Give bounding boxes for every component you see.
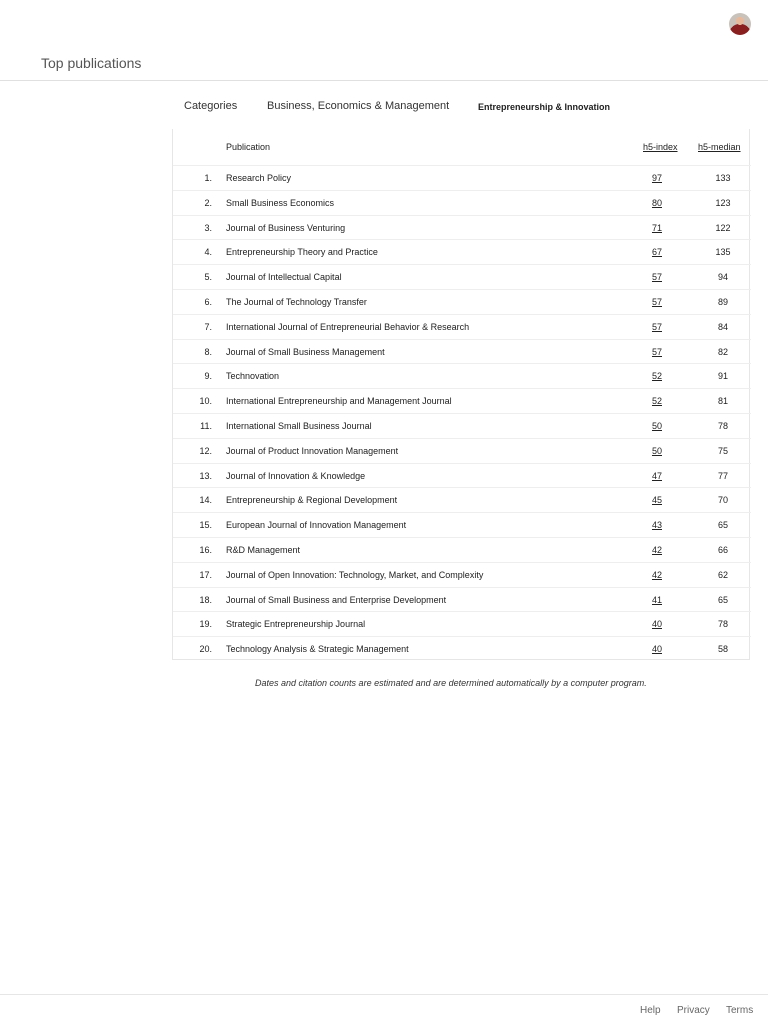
h5-median-value: 66 (717, 545, 728, 555)
table-row (173, 562, 751, 587)
footnote: Dates and citation counts are estimated and are determined automatically by a computer program. (255, 678, 647, 688)
h5-index-link[interactable]: 47 (651, 470, 662, 481)
row-rank: 10. (199, 396, 212, 407)
table-row (173, 388, 751, 413)
publication-link[interactable]: European Journal of Innovation Management (226, 520, 407, 531)
h5-index-link[interactable]: 40 (651, 619, 662, 630)
top-bar (0, 0, 768, 81)
table-row (173, 537, 751, 562)
row-rank: 14. (199, 495, 212, 506)
row-rank: 6. (204, 297, 212, 307)
table-row (173, 339, 751, 364)
breadcrumb-subcategory-link[interactable]: Business, Economics & Management (267, 100, 450, 112)
page-title: Top publications (41, 55, 142, 71)
table-row (173, 289, 751, 314)
row-rank: 17. (199, 569, 212, 580)
table-row (173, 190, 751, 215)
column-header-h5-median[interactable]: h5-median (698, 142, 741, 152)
publication-link[interactable]: Technovation (226, 371, 280, 382)
row-rank: 3. (204, 222, 212, 233)
avatar[interactable] (729, 13, 751, 35)
table-row (173, 636, 751, 661)
publication-link[interactable]: Entrepreneurship & Regional Development (226, 495, 398, 506)
h5-median-value: 65 (717, 594, 728, 605)
row-rank: 9. (204, 371, 212, 382)
h5-index-link[interactable]: 80 (651, 197, 662, 208)
h5-index-link[interactable]: 71 (651, 222, 662, 233)
column-header-publication: Publication (226, 142, 271, 152)
h5-index-link[interactable]: 52 (651, 396, 662, 407)
row-rank: 18. (199, 594, 212, 605)
publication-link[interactable]: Journal of Innovation & Knowledge (226, 470, 366, 481)
table-row (173, 587, 751, 612)
publication-link[interactable]: Journal of Small Business Management (226, 346, 385, 357)
h5-index-link[interactable]: 40 (651, 644, 662, 655)
table-row (173, 487, 751, 512)
h5-median-value: 84 (717, 321, 728, 332)
h5-index-link[interactable]: 50 (651, 421, 662, 431)
h5-median-value: 77 (717, 470, 728, 481)
h5-median-value: 123 (715, 197, 731, 208)
publication-link[interactable]: The Journal of Technology Transfer (226, 297, 367, 307)
h5-median-value: 65 (717, 520, 728, 531)
h5-median-value: 75 (717, 445, 728, 456)
table-row (173, 413, 751, 438)
h5-median-value: 81 (717, 396, 728, 407)
publication-link[interactable]: Journal of Business Venturing (226, 222, 346, 233)
column-header-h5-index[interactable]: h5-index (643, 142, 678, 152)
publication-link[interactable]: Technology Analysis & Strategic Management (226, 644, 409, 655)
table-row (173, 512, 751, 537)
row-rank: 15. (199, 520, 212, 531)
publication-link[interactable]: Journal of Product Innovation Management (226, 445, 399, 456)
footer (0, 994, 768, 1025)
h5-median-value: 135 (715, 247, 731, 258)
publication-link[interactable]: Research Policy (226, 173, 292, 183)
row-rank: 5. (204, 272, 212, 283)
h5-median-value: 91 (717, 371, 728, 382)
h5-index-link[interactable]: 67 (651, 247, 662, 258)
footer-privacy-link[interactable]: Privacy (677, 1005, 710, 1016)
h5-median-value: 78 (717, 421, 728, 431)
row-rank: 8. (204, 346, 212, 357)
publication-link[interactable]: Entrepreneurship Theory and Practice (226, 247, 378, 258)
publication-link[interactable]: Journal of Small Business and Enterprise Development (226, 594, 447, 605)
h5-index-link[interactable]: 57 (651, 346, 662, 357)
table-row (173, 463, 751, 488)
table-row (173, 215, 751, 240)
h5-index-link[interactable]: 41 (651, 594, 662, 605)
h5-median-value: 133 (715, 173, 731, 183)
publication-link[interactable]: Strategic Entrepreneurship Journal (226, 619, 366, 630)
breadcrumb-current: Entrepreneurship & Innovation (478, 102, 611, 112)
h5-index-link[interactable]: 57 (651, 321, 662, 332)
publication-link[interactable]: R&D Management (226, 545, 301, 555)
publication-link[interactable]: International Small Business Journal (226, 421, 372, 431)
h5-median-value: 78 (717, 619, 728, 630)
h5-median-value: 122 (715, 222, 731, 233)
table-row (173, 239, 751, 264)
footer-help-link[interactable]: Help (640, 1005, 661, 1016)
h5-median-value: 94 (717, 272, 728, 283)
h5-median-value: 89 (717, 297, 728, 307)
row-rank: 2. (204, 197, 212, 208)
row-rank: 12. (199, 445, 212, 456)
h5-index-link[interactable]: 97 (651, 173, 662, 183)
h5-index-link[interactable]: 57 (651, 272, 662, 283)
row-rank: 11. (200, 421, 212, 431)
h5-index-link[interactable]: 57 (651, 297, 662, 307)
h5-index-link[interactable]: 42 (651, 545, 662, 555)
row-rank: 20. (199, 644, 212, 655)
h5-median-value: 82 (717, 346, 728, 357)
h5-median-value: 62 (717, 569, 728, 580)
publication-link[interactable]: Journal of Open Innovation: Technology, Market, and Complexity (226, 569, 484, 580)
table-row (173, 264, 751, 289)
row-rank: 1. (204, 173, 212, 183)
row-rank: 16. (199, 545, 212, 555)
h5-median-value: 70 (717, 495, 728, 506)
row-rank: 19. (199, 619, 212, 630)
publication-link[interactable]: Small Business Economics (226, 197, 335, 208)
table-row (173, 314, 751, 339)
h5-index-link[interactable]: 42 (651, 569, 662, 580)
h5-index-link[interactable]: 52 (651, 371, 662, 382)
footer-terms-link[interactable]: Terms (726, 1005, 754, 1016)
h5-index-link[interactable]: 43 (651, 520, 662, 531)
table-row (173, 363, 751, 388)
table-header (173, 129, 751, 165)
table-row (173, 165, 751, 190)
publications-table (172, 129, 750, 660)
h5-index-link[interactable]: 50 (651, 445, 662, 456)
table-row (173, 611, 751, 636)
publication-link[interactable]: Journal of Intellectual Capital (226, 272, 342, 283)
row-rank: 4. (204, 247, 212, 258)
publication-link[interactable]: International Entrepreneurship and Management Journal (226, 396, 452, 407)
row-rank: 13. (199, 470, 212, 481)
h5-index-link[interactable]: 45 (651, 495, 662, 506)
breadcrumb-categories-link[interactable]: Categories (184, 100, 238, 112)
publication-link[interactable]: International Journal of Entrepreneurial Behavior & Research (226, 321, 470, 332)
h5-median-value: 58 (717, 644, 728, 655)
row-rank: 7. (204, 321, 212, 332)
table-row (173, 438, 751, 463)
